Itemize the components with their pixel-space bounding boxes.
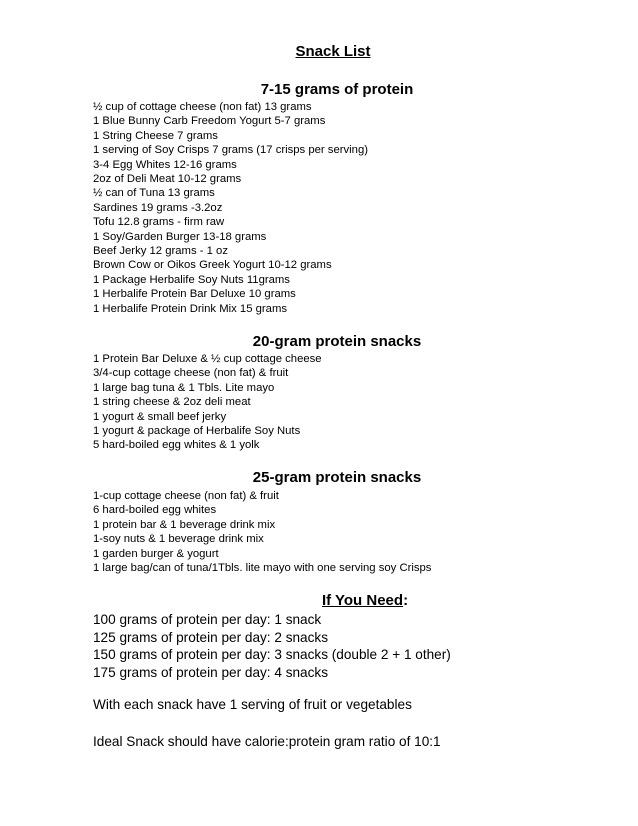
section-heading-text: 25-gram protein snacks [252,469,422,486]
section-heading-20g [0,333,638,350]
list-item: 5 hard-boiled egg whites & 1 yolk [93,439,260,452]
snack-list-25g [93,489,431,575]
list-item: 1 string cheese & 2oz deli meat [93,396,251,409]
list-item: Tofu 12.8 grams - firm raw [93,216,225,229]
list-item: 1 Blue Bunny Carb Freedom Yogurt 5-7 grams [93,115,326,128]
list-item: 1 protein bar & 1 beverage drink mix [93,518,276,531]
list-item: 125 grams of protein per day: 2 snacks [93,629,328,645]
list-item: 100 grams of protein per day: 1 snack [93,612,322,627]
protein-needs-list [93,611,451,681]
list-item: 1 large bag/can of tuna/1Tbls. lite mayo with one serving soy Crisps [93,562,432,575]
list-item: ½ cup of cottage cheese (non fat) 13 grams [93,101,312,113]
list-item: 1-cup cottage cheese (non fat) & fruit [93,490,279,502]
section-heading-25g [0,469,638,486]
list-item: Brown Cow or Oikos Greek Yogurt 10-12 grams [93,259,332,272]
list-item: 1 String Cheese 7 grams [93,129,218,142]
list-item: 2oz of Deli Meat 10-12 grams [93,173,242,186]
list-item: Beef Jerky 12 grams - 1 oz [93,245,228,258]
list-item: 1 serving of Soy Crisps 7 grams (17 crisps per serving) [93,144,368,157]
section-heading-7-15g [0,81,638,98]
list-item: 175 grams of protein per day: 4 snacks [93,664,328,680]
list-item: 1 Soy/Garden Burger 13-18 grams [93,230,267,243]
list-item: 1 Protein Bar Deluxe & ½ cup cottage cheese [93,353,322,365]
if-you-need-heading [0,592,638,609]
list-item: 1 yogurt & small beef jerky [93,410,227,423]
snack-list-20g [93,352,322,453]
list-item: 1 yogurt & package of Herbalife Soy Nuts [93,425,301,438]
snack-list-7-15g [93,100,368,316]
list-item: 1-soy nuts & 1 beverage drink mix [93,533,264,546]
list-item: Sardines 19 grams -3.2oz [93,201,223,214]
page-title-text: Snack List [295,43,371,60]
list-item: ½ can of Tuna 13 grams [93,187,215,200]
section-heading-text: 20-gram protein snacks [252,333,422,350]
if-you-need-colon: : [403,592,409,609]
if-you-need-heading-text: If You Need [321,592,404,609]
list-item: 1 large bag tuna & 1 Tbls. Lite mayo [93,381,275,394]
ratio-note: Ideal Snack should have calorie:protein gram ratio of 10:1 [93,734,441,749]
list-item: 1 Herbalife Protein Bar Deluxe 10 grams [93,288,296,301]
list-item: 1 Package Herbalife Soy Nuts 11grams [93,273,290,286]
list-item: 6 hard-boiled egg whites [93,504,217,517]
list-item: 150 grams of protein per day: 3 snacks (double 2 + 1 other) [93,647,451,662]
fruit-veg-note: With each snack have 1 serving of fruit or vegetables [93,697,412,712]
list-item: 3/4-cup cottage cheese (non fat) & fruit [93,367,289,380]
list-item: 1 Herbalife Protein Drink Mix 15 grams [93,302,287,315]
page-title [0,43,638,60]
section-heading-text: 7-15 grams of protein [260,81,414,98]
list-item: 1 garden burger & yogurt [93,547,219,560]
list-item: 3-4 Egg Whites 12-16 grams [93,158,237,171]
